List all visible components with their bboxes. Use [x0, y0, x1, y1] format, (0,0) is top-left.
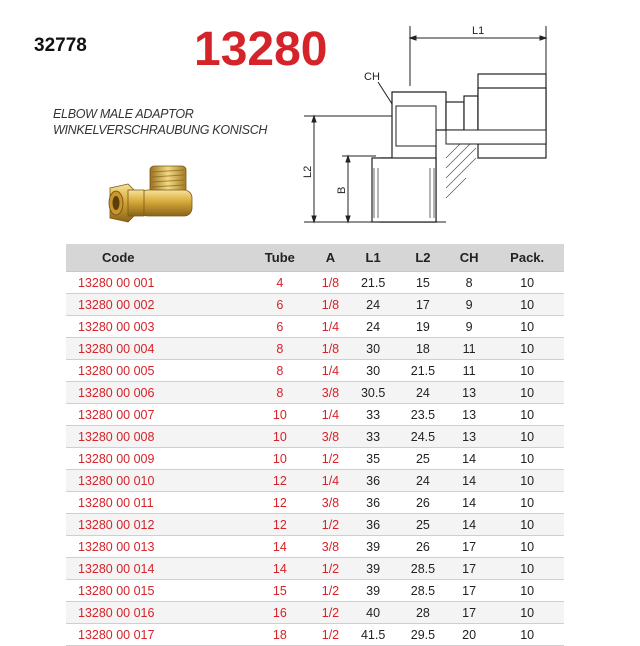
cell-ch: 14 — [448, 448, 491, 470]
cell-code: 13280 00 014 — [66, 558, 247, 580]
cell-l2: 23.5 — [398, 404, 448, 426]
cell-l1: 30 — [348, 360, 398, 382]
cell-pack: 10 — [490, 602, 564, 624]
table-row — [66, 536, 564, 558]
table-header-row — [66, 244, 564, 272]
cell-tube: 10 — [247, 426, 313, 448]
table-row — [66, 316, 564, 338]
b-label: B — [336, 186, 348, 194]
cell-tube: 15 — [247, 580, 313, 602]
cell-ch: 13 — [448, 404, 491, 426]
column-header-a: A — [313, 244, 349, 272]
cell-pack: 10 — [490, 470, 564, 492]
technical-drawing — [296, 18, 566, 228]
cell-a: 1/8 — [313, 294, 349, 316]
cell-l2: 25 — [398, 448, 448, 470]
product-description — [53, 106, 267, 138]
cell-l1: 40 — [348, 602, 398, 624]
cell-tube: 8 — [247, 360, 313, 382]
cell-l1: 24 — [348, 294, 398, 316]
cell-l2: 26 — [398, 492, 448, 514]
cell-l2: 18 — [398, 338, 448, 360]
cell-l2: 28 — [398, 602, 448, 624]
cell-l1: 36 — [348, 492, 398, 514]
cell-l1: 30 — [348, 338, 398, 360]
cell-code: 13280 00 006 — [66, 382, 247, 404]
cell-l2: 21.5 — [398, 360, 448, 382]
cell-l2: 25 — [398, 514, 448, 536]
cell-ch: 14 — [448, 470, 491, 492]
cell-a: 3/8 — [313, 382, 349, 404]
cell-l2: 15 — [398, 272, 448, 294]
cell-ch: 13 — [448, 426, 491, 448]
cell-l1: 21.5 — [348, 272, 398, 294]
cell-code: 13280 00 009 — [66, 448, 247, 470]
cell-tube: 18 — [247, 624, 313, 646]
cell-l1: 33 — [348, 404, 398, 426]
column-header-code: Code — [66, 244, 247, 272]
table-row — [66, 580, 564, 602]
cell-tube: 16 — [247, 602, 313, 624]
cell-l1: 36 — [348, 470, 398, 492]
cell-pack: 10 — [490, 294, 564, 316]
cell-tube: 6 — [247, 316, 313, 338]
cell-ch: 13 — [448, 382, 491, 404]
cell-code: 13280 00 015 — [66, 580, 247, 602]
table-row — [66, 360, 564, 382]
table-row — [66, 448, 564, 470]
cell-pack: 10 — [490, 316, 564, 338]
cell-l1: 39 — [348, 580, 398, 602]
cell-l1: 39 — [348, 536, 398, 558]
table-row — [66, 624, 564, 646]
cell-tube: 12 — [247, 492, 313, 514]
column-header-l2: L2 — [398, 244, 448, 272]
cell-ch: 11 — [448, 338, 491, 360]
cell-a: 3/8 — [313, 426, 349, 448]
cell-l1: 35 — [348, 448, 398, 470]
column-header-ch: CH — [448, 244, 491, 272]
cell-l1: 39 — [348, 558, 398, 580]
cell-code: 13280 00 016 — [66, 602, 247, 624]
column-header-l1: L1 — [348, 244, 398, 272]
product-photo — [100, 160, 220, 232]
table-row — [66, 470, 564, 492]
table-row — [66, 294, 564, 316]
specification-table — [66, 244, 564, 646]
cell-code: 13280 00 011 — [66, 492, 247, 514]
cell-tube: 14 — [247, 558, 313, 580]
cell-tube: 14 — [247, 536, 313, 558]
cell-tube: 8 — [247, 338, 313, 360]
cell-a: 3/8 — [313, 536, 349, 558]
cell-code: 13280 00 005 — [66, 360, 247, 382]
cell-ch: 20 — [448, 624, 491, 646]
cell-pack: 10 — [490, 448, 564, 470]
table-row — [66, 338, 564, 360]
description-german: WINKELVERSCHRAUBUNG KONISCH — [53, 123, 268, 137]
cell-code: 13280 00 003 — [66, 316, 247, 338]
cell-ch: 17 — [448, 602, 491, 624]
cell-ch: 9 — [448, 294, 491, 316]
cell-a: 1/4 — [313, 360, 349, 382]
table-row — [66, 404, 564, 426]
table-row — [66, 558, 564, 580]
table-body — [66, 272, 564, 646]
cell-ch: 17 — [448, 558, 491, 580]
cell-code: 13280 00 008 — [66, 426, 247, 448]
cell-ch: 11 — [448, 360, 491, 382]
cell-pack: 10 — [490, 426, 564, 448]
cell-l2: 26 — [398, 536, 448, 558]
description-english: ELBOW MALE ADAPTOR — [53, 107, 194, 121]
cell-code: 13280 00 017 — [66, 624, 247, 646]
cell-pack: 10 — [490, 514, 564, 536]
cell-l2: 24 — [398, 470, 448, 492]
cell-code: 13280 00 002 — [66, 294, 247, 316]
cell-pack: 10 — [490, 360, 564, 382]
cell-a: 1/4 — [313, 470, 349, 492]
cell-tube: 4 — [247, 272, 313, 294]
cell-tube: 10 — [247, 404, 313, 426]
cell-l1: 36 — [348, 514, 398, 536]
cell-l1: 41.5 — [348, 624, 398, 646]
cell-l2: 28.5 — [398, 580, 448, 602]
cell-pack: 10 — [490, 580, 564, 602]
table-row — [66, 426, 564, 448]
cell-a: 1/2 — [313, 558, 349, 580]
cell-pack: 10 — [490, 624, 564, 646]
cell-tube: 12 — [247, 514, 313, 536]
cell-tube: 10 — [247, 448, 313, 470]
cell-pack: 10 — [490, 558, 564, 580]
cell-pack: 10 — [490, 382, 564, 404]
cell-pack: 10 — [490, 338, 564, 360]
cell-l2: 24.5 — [398, 426, 448, 448]
cell-a: 1/4 — [313, 404, 349, 426]
cell-l1: 24 — [348, 316, 398, 338]
series-number: 13280 — [194, 23, 328, 76]
cell-code: 13280 00 004 — [66, 338, 247, 360]
table-row — [66, 602, 564, 624]
cell-code: 13280 00 013 — [66, 536, 247, 558]
cell-ch: 17 — [448, 536, 491, 558]
reference-number: 32778 — [34, 35, 87, 56]
cell-code: 13280 00 012 — [66, 514, 247, 536]
cell-a: 1/2 — [313, 448, 349, 470]
table-row — [66, 272, 564, 294]
cell-ch: 17 — [448, 580, 491, 602]
cell-ch: 14 — [448, 514, 491, 536]
column-header-tube: Tube — [247, 244, 313, 272]
cell-code: 13280 00 010 — [66, 470, 247, 492]
table-row — [66, 514, 564, 536]
cell-tube: 6 — [247, 294, 313, 316]
cell-l2: 28.5 — [398, 558, 448, 580]
l2-label: L2 — [302, 165, 314, 178]
table-row — [66, 382, 564, 404]
table-row — [66, 492, 564, 514]
cell-a: 1/2 — [313, 580, 349, 602]
cell-pack: 10 — [490, 272, 564, 294]
cell-l2: 29.5 — [398, 624, 448, 646]
column-header-pack: Pack. — [490, 244, 564, 272]
cell-a: 1/2 — [313, 602, 349, 624]
cell-tube: 12 — [247, 470, 313, 492]
cell-code: 13280 00 001 — [66, 272, 247, 294]
cell-a: 1/2 — [313, 624, 349, 646]
cell-tube: 8 — [247, 382, 313, 404]
cell-pack: 10 — [490, 492, 564, 514]
cell-a: 1/8 — [313, 272, 349, 294]
cell-l1: 30.5 — [348, 382, 398, 404]
cell-ch: 9 — [448, 316, 491, 338]
cell-ch: 8 — [448, 272, 491, 294]
cell-l2: 24 — [398, 382, 448, 404]
cell-l2: 17 — [398, 294, 448, 316]
cell-pack: 10 — [490, 404, 564, 426]
cell-a: 1/4 — [313, 316, 349, 338]
cell-a: 3/8 — [313, 492, 349, 514]
cell-a: 1/2 — [313, 514, 349, 536]
cell-code: 13280 00 007 — [66, 404, 247, 426]
l1-label: L1 — [472, 25, 485, 37]
cell-l1: 33 — [348, 426, 398, 448]
cell-l2: 19 — [398, 316, 448, 338]
cell-pack: 10 — [490, 536, 564, 558]
cell-a: 1/8 — [313, 338, 349, 360]
cell-ch: 14 — [448, 492, 491, 514]
ch-label: CH — [364, 71, 380, 83]
